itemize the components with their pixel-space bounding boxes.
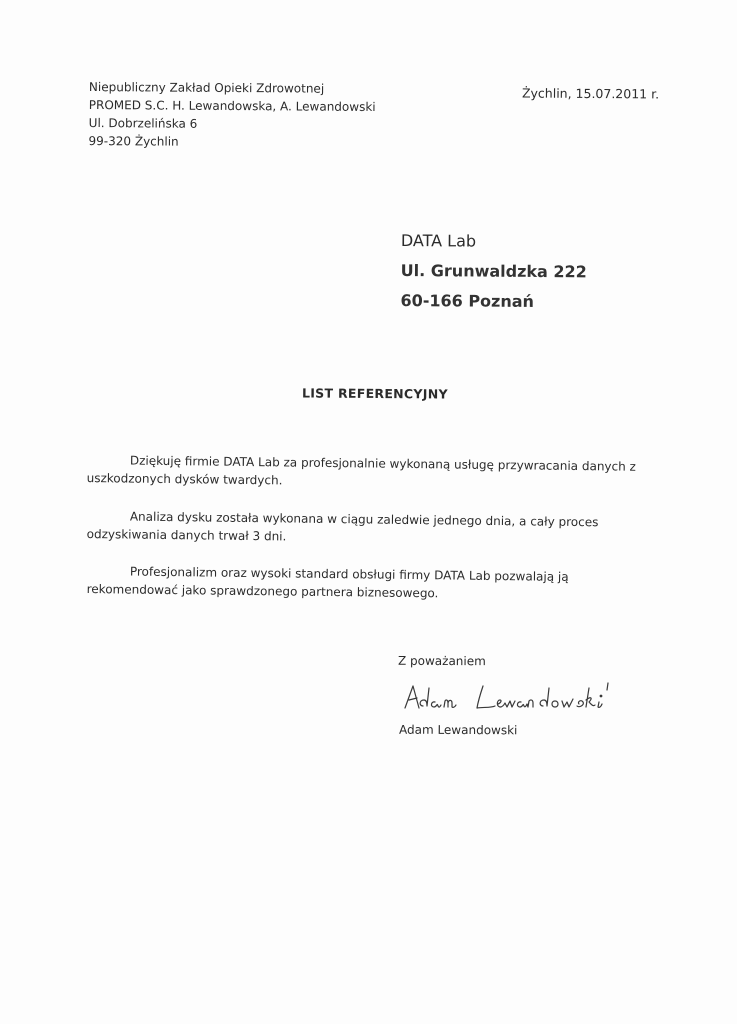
paragraph-3-line-1: Profesjonalizm oraz wysoki standard obsługi firmy DATA Lab pozwalają ją: [129, 564, 569, 584]
paragraph-2: [87, 507, 657, 550]
sender-line-company: PROMED S.C. H. Lewandowska, A. Lewandowski: [88, 97, 376, 115]
signer-name: Adam Lewandowski: [398, 722, 518, 738]
handwritten-signature: [403, 678, 643, 718]
paragraph-2-line-2: odzyskiwania danych trwał 3 dni.: [86, 526, 287, 544]
sender-line-street: Ul. Dobrzelińska 6: [88, 115, 198, 131]
paragraph-1: [87, 451, 657, 494]
recipient-address: [400, 226, 587, 317]
paragraph-1-line-2: uszkodzonych dysków twardych.: [86, 470, 283, 488]
paragraph-3: [87, 562, 657, 605]
paragraph-3-line-2: rekomendować jako sprawdzonego partnera biznesowego.: [86, 581, 439, 601]
recipient-street: Ul. Grunwaldzka 222: [400, 260, 587, 282]
closing-phrase: Z poważaniem: [397, 653, 486, 669]
letter-title: LIST REFERENCYJNY: [301, 385, 448, 402]
sender-line-organization: Niepubliczny Zakład Opieki Zdrowotnej: [88, 79, 325, 96]
paragraph-1-line-1: Dziękuję firmie DATA Lab za profesjonalnie wykonaną usługę przywracania danych z: [129, 453, 636, 474]
sender-address: [88, 78, 375, 152]
recipient-city: 60-166 Poznań: [400, 290, 535, 311]
paragraph-2-line-1: Analiza dysku została wykonana w ciągu zaledwie jednego dnia, a cały proces: [129, 509, 599, 530]
letter-date: Żychlin, 15.07.2011 r.: [521, 85, 660, 102]
recipient-name: DATA Lab: [400, 230, 477, 251]
sender-line-city: 99-320 Żychlin: [88, 133, 179, 149]
